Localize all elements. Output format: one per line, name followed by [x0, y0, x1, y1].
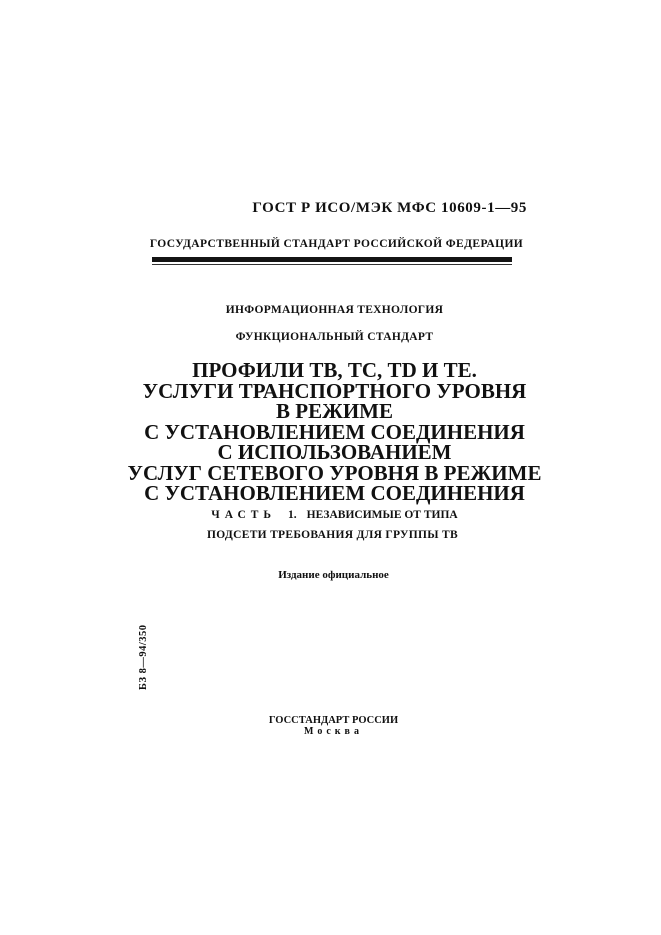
standard-type-heading: ФУНКЦИОНАЛЬНЫЙ СТАНДАРТ: [235, 331, 434, 343]
title-line: С УСТАНОВЛЕНИЕМ СОЕДИНЕНИЯ: [144, 481, 525, 505]
part-title-line1: НЕЗАВИСИМЫЕ ОТ ТИПА: [306, 509, 458, 521]
part-number: 1.: [288, 509, 297, 521]
heading-rule-thin: [152, 264, 512, 265]
document-title: [0, 360, 661, 504]
publisher-city: Москва: [304, 726, 363, 737]
publisher: ГОССТАНДАРТ РОССИИ: [268, 715, 399, 726]
side-catalog-code: БЗ 8—94/350: [138, 624, 149, 690]
title-line: С ИСПОЛЬЗОВАНИЕМ: [217, 440, 452, 464]
part-label: ЧАСТЬ: [211, 509, 277, 521]
title-line: В РЕЖИМЕ: [275, 399, 394, 423]
title-line: С УСТАНОВЛЕНИЕМ СОЕДИНЕНИЯ: [144, 419, 525, 444]
state-standard-heading: ГОСУДАРСТВЕННЫЙ СТАНДАРТ РОССИЙСКОЙ ФЕДЕРАЦИИ: [149, 238, 524, 250]
title-line: ПРОФИЛИ ТВ, ТС, TD И ТЕ.: [192, 358, 477, 382]
standard-code: ГОСТ Р ИСО/МЭК МФС 10609-1—95: [252, 200, 527, 216]
subject-heading: ИНФОРМАЦИОННАЯ ТЕХНОЛОГИЯ: [225, 304, 444, 316]
part-heading: [0, 509, 661, 521]
title-line: УСЛУГ СЕТЕВОГО УРОВНЯ В РЕЖИМЕ: [127, 460, 542, 485]
edition-note: Издание официальное: [278, 569, 389, 581]
part-title-line2: ПОДСЕТИ ТРЕБОВАНИЯ ДЛЯ ГРУППЫ ТВ: [206, 529, 458, 541]
title-line: УСЛУГИ ТРАНСПОРТНОГО УРОВНЯ: [142, 378, 527, 403]
heading-rule-thick: [152, 257, 512, 262]
